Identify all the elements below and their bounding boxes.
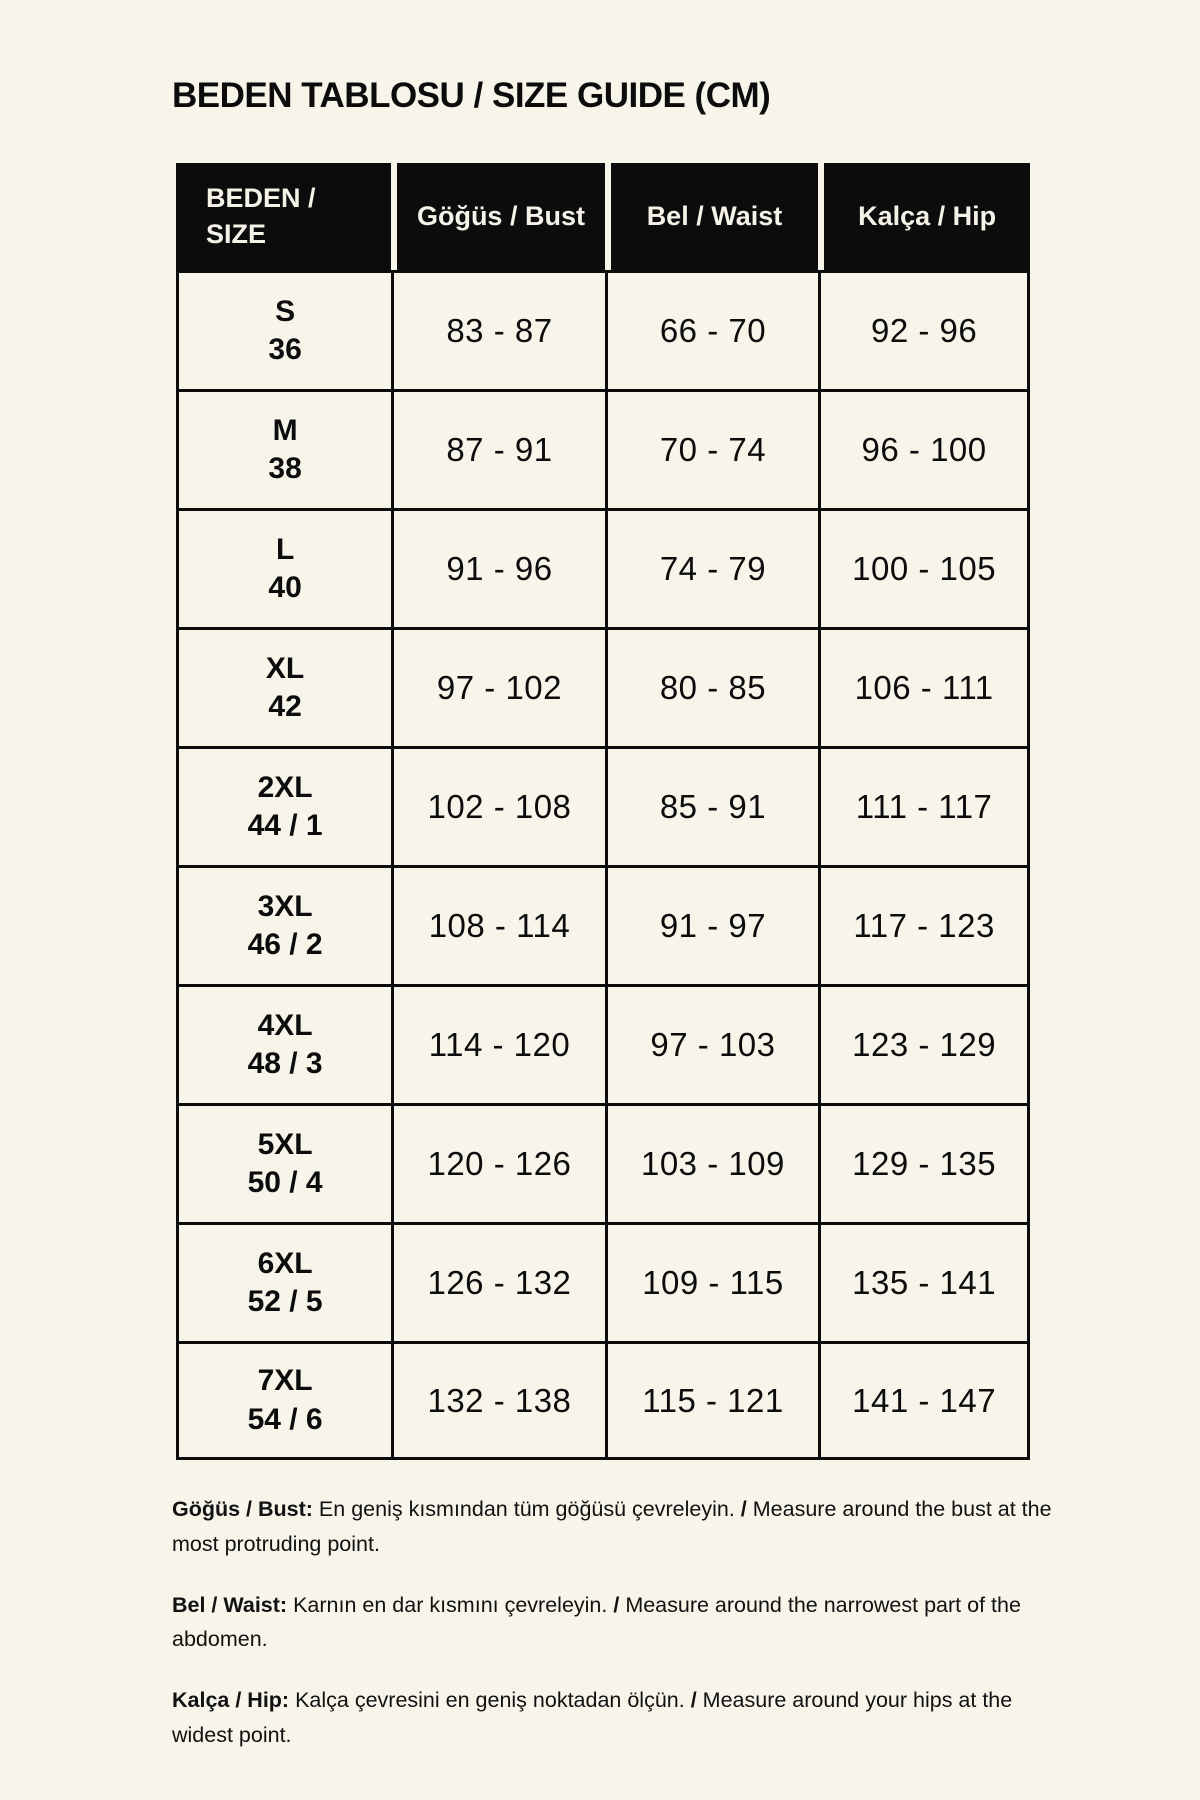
bust-cell: 132 - 138 — [391, 1341, 605, 1460]
note-waist-label: Bel / Waist: — [172, 1592, 288, 1617]
header-waist: Bel / Waist — [605, 163, 819, 270]
note-bust-separator: / — [740, 1497, 747, 1521]
size-number: 50 / 4 — [247, 1166, 323, 1199]
size-cell — [176, 746, 391, 865]
hip-cell: 100 - 105 — [818, 508, 1030, 627]
header-bust: Göğüs / Bust — [391, 163, 605, 270]
size-label: XL — [265, 651, 305, 685]
table-row — [176, 865, 1030, 984]
size-table-body — [176, 270, 1030, 1460]
size-label: 4XL — [257, 1008, 313, 1042]
bust-cell: 108 - 114 — [391, 865, 605, 984]
hip-cell: 141 - 147 — [818, 1341, 1030, 1460]
bust-cell: 87 - 91 — [391, 389, 605, 508]
bust-cell: 91 - 96 — [391, 508, 605, 627]
note-hip-en: Measure around your hips at the widest point. — [172, 1688, 1013, 1748]
waist-cell: 70 - 74 — [605, 389, 819, 508]
size-number: 40 — [268, 571, 302, 604]
size-label: 3XL — [257, 889, 313, 923]
hip-cell: 92 - 96 — [818, 270, 1030, 389]
waist-cell: 85 - 91 — [605, 746, 819, 865]
size-number: 48 / 3 — [247, 1047, 323, 1080]
note-hip-tr: Kalça çevresini en geniş noktadan ölçün. — [295, 1688, 685, 1713]
bust-cell: 114 - 120 — [391, 984, 605, 1103]
size-cell — [176, 1222, 391, 1341]
bust-cell: 120 - 126 — [391, 1103, 605, 1222]
table-row — [176, 627, 1030, 746]
size-cell — [176, 508, 391, 627]
size-cell — [176, 1341, 391, 1460]
hip-cell: 106 - 111 — [818, 627, 1030, 746]
hip-cell: 129 - 135 — [818, 1103, 1030, 1222]
size-cell — [176, 865, 391, 984]
size-label: 6XL — [257, 1246, 313, 1280]
size-cell — [176, 1103, 391, 1222]
waist-cell: 80 - 85 — [605, 627, 819, 746]
waist-cell: 109 - 115 — [605, 1222, 819, 1341]
note-bust-en: Measure around the bust at the most protruding point. — [172, 1497, 1052, 1556]
size-number: 52 / 5 — [247, 1285, 323, 1318]
size-cell — [176, 270, 391, 389]
measurement-notes — [172, 1492, 1068, 1779]
note-waist-separator: / — [613, 1592, 620, 1617]
note-waist-en: Measure around the narrowest part of the abdomen. — [172, 1592, 1021, 1652]
waist-cell: 66 - 70 — [605, 270, 819, 389]
table-row — [176, 746, 1030, 865]
table-row — [176, 1222, 1030, 1341]
size-number: 38 — [268, 452, 302, 485]
size-number: 46 / 2 — [247, 928, 323, 961]
bust-cell: 102 - 108 — [391, 746, 605, 865]
hip-cell: 111 - 117 — [818, 746, 1030, 865]
table-row — [176, 1341, 1030, 1460]
header-size: BEDEN / SIZE — [176, 163, 391, 270]
waist-cell: 74 - 79 — [605, 508, 819, 627]
size-number: 54 / 6 — [247, 1402, 323, 1436]
size-label: 2XL — [257, 770, 313, 804]
waist-cell: 97 - 103 — [605, 984, 819, 1103]
hip-cell: 123 - 129 — [818, 984, 1030, 1103]
size-label: S — [275, 294, 296, 328]
size-cell — [176, 389, 391, 508]
size-cell — [176, 984, 391, 1103]
table-row — [176, 984, 1030, 1103]
note-hip-label: Kalça / Hip: — [172, 1688, 290, 1713]
bust-cell: 83 - 87 — [391, 270, 605, 389]
note-bust — [172, 1492, 1068, 1562]
waist-cell: 115 - 121 — [605, 1341, 819, 1460]
size-guide-table — [176, 163, 1030, 1460]
bust-cell: 126 - 132 — [391, 1222, 605, 1341]
note-waist-tr: Karnın en dar kısmını çevreleyin. — [293, 1592, 608, 1617]
note-bust-label: Göğüs / Bust: — [172, 1497, 313, 1521]
size-label: L — [275, 532, 295, 566]
size-label: 5XL — [257, 1127, 313, 1161]
size-number: 44 / 1 — [247, 809, 323, 842]
table-row — [176, 1103, 1030, 1222]
table-row — [176, 270, 1030, 389]
table-row — [176, 508, 1030, 627]
hip-cell: 96 - 100 — [818, 389, 1030, 508]
note-waist — [172, 1588, 1068, 1658]
hip-cell: 135 - 141 — [818, 1222, 1030, 1341]
waist-cell: 91 - 97 — [605, 865, 819, 984]
size-label: M — [272, 413, 298, 447]
waist-cell: 103 - 109 — [605, 1103, 819, 1222]
size-number: 36 — [268, 333, 302, 366]
note-hip — [172, 1683, 1068, 1753]
size-table-header — [176, 163, 1030, 270]
note-hip-separator: / — [690, 1688, 697, 1713]
size-cell — [176, 627, 391, 746]
size-number: 42 — [268, 690, 302, 723]
header-hip: Kalça / Hip — [818, 163, 1030, 270]
bust-cell: 97 - 102 — [391, 627, 605, 746]
note-bust-tr: En geniş kısmından tüm göğüsü çevreleyin. — [318, 1497, 735, 1521]
size-label: 7XL — [257, 1364, 313, 1398]
hip-cell: 117 - 123 — [818, 865, 1030, 984]
header-row — [176, 163, 1030, 270]
table-row — [176, 389, 1030, 508]
page-title: BEDEN TABLOSU / SIZE GUIDE (CM) — [172, 76, 771, 115]
